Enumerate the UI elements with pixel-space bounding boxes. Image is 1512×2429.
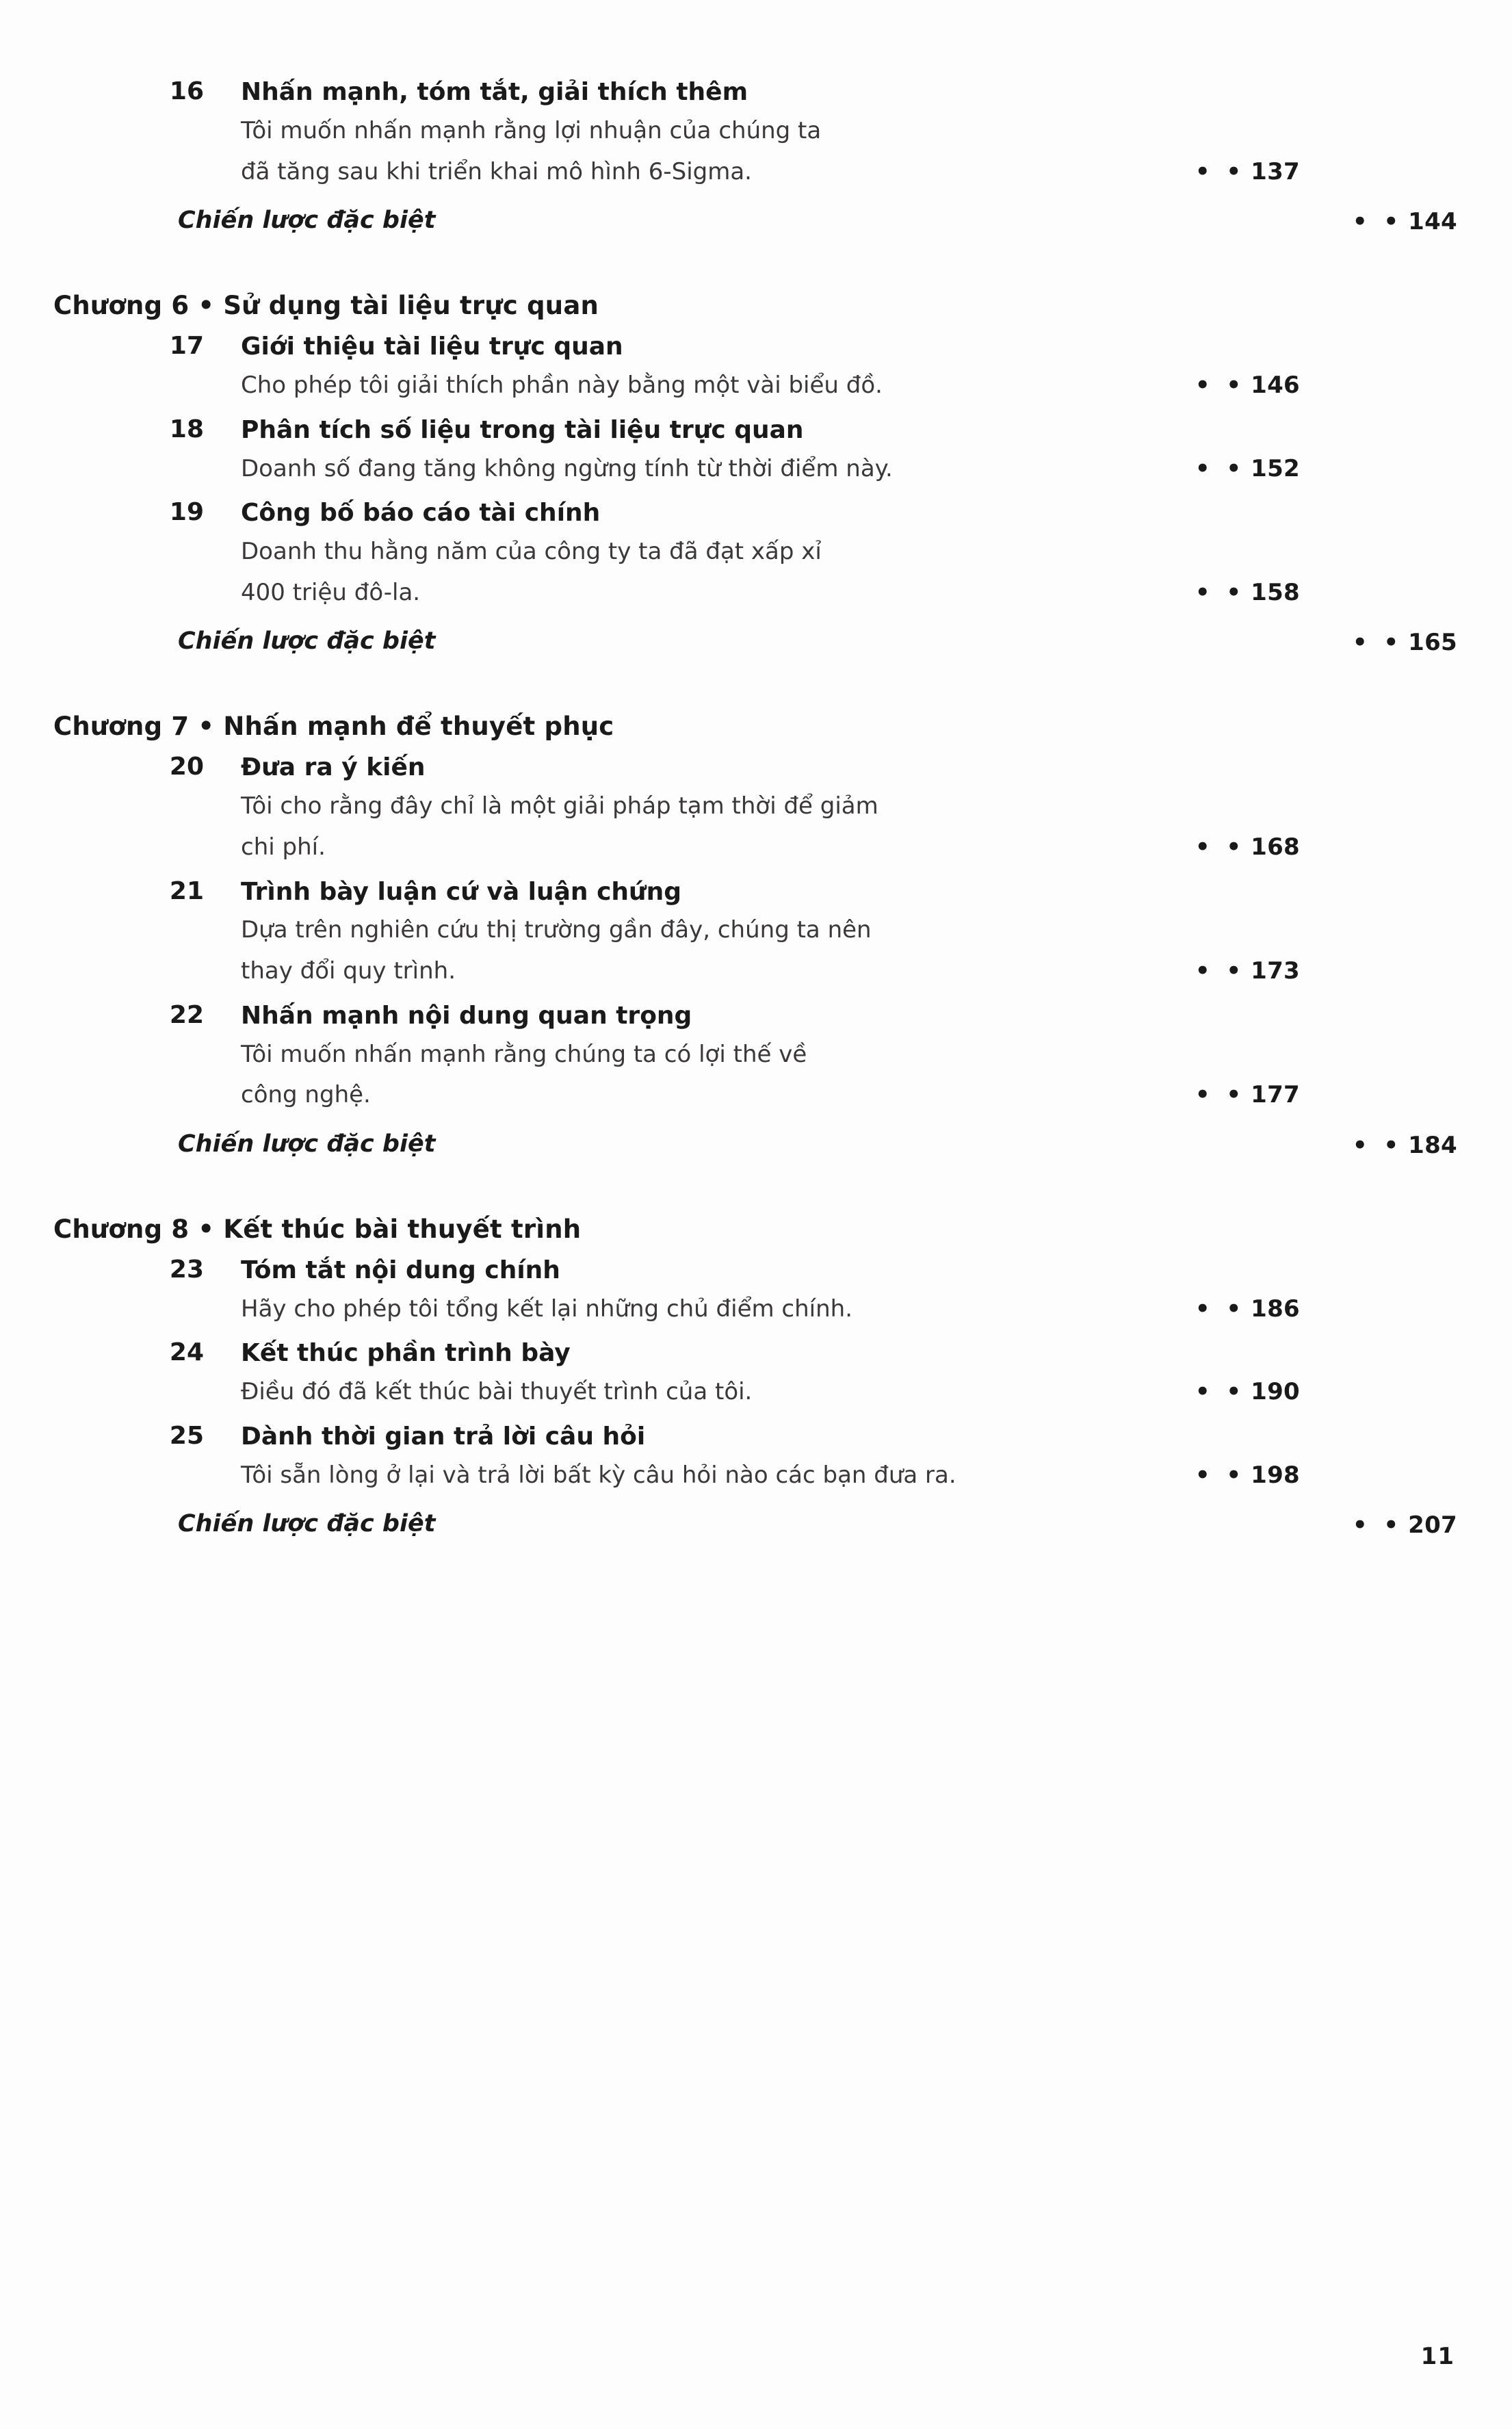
chapter-heading[interactable]: Chương 7 • Nhấn mạnh để thuyết phục — [53, 712, 614, 742]
entry-title[interactable]: Tóm tắt nội dung chính — [241, 1256, 560, 1284]
special-strategy-label: Chiến lược đặc biệt — [178, 1510, 436, 1538]
leader-dots: • • — [1195, 454, 1246, 482]
page-number — [1195, 1375, 1300, 1410]
entry-body — [164, 1256, 1355, 1327]
special-strategy-label: Chiến lược đặc biệt — [178, 1130, 436, 1158]
page-number-value: 158 — [1251, 578, 1300, 606]
entry-body — [164, 877, 1355, 989]
entry-description-line: Dựa trên nghiên cứu thị trường gần đây, chúng ta nên — [241, 916, 872, 944]
toc-entry[interactable] — [0, 1256, 1512, 1327]
leader-dots: • • — [1195, 1295, 1246, 1323]
chapter-heading-block — [0, 291, 1512, 321]
page-number-value: 168 — [1251, 833, 1300, 861]
entry-number: 23 — [169, 1255, 204, 1284]
page-number — [1195, 1078, 1300, 1113]
entry-body — [164, 415, 1355, 486]
page-number — [1195, 369, 1300, 403]
entry-title[interactable]: Dành thời gian trả lời câu hỏi — [241, 1422, 646, 1451]
page-number — [1195, 954, 1300, 989]
entry-number: 16 — [169, 77, 204, 105]
entry-number: 24 — [169, 1338, 204, 1367]
page-number-value: 152 — [1251, 454, 1300, 482]
entry-body — [164, 753, 1355, 864]
entry-description-line: Tôi muốn nhấn mạnh rằng lợi nhuận của chúng ta — [241, 116, 822, 144]
entry-body — [164, 332, 1355, 403]
entry-body — [164, 77, 1355, 189]
page-number-value: 165 — [1408, 629, 1457, 657]
entry-number: 19 — [169, 498, 204, 527]
entry-title[interactable]: Giới thiệu tài liệu trực quan — [241, 333, 623, 361]
entry-description-line: chi phí. • • 168 — [241, 831, 1151, 865]
entry-number: 18 — [169, 415, 204, 443]
page-number-value: 198 — [1251, 1461, 1300, 1489]
special-strategy-label: Chiến lược đặc biệt — [178, 627, 436, 655]
entry-body — [164, 498, 1355, 610]
entry-body — [164, 1422, 1355, 1493]
leader-dots: • • — [1195, 578, 1246, 606]
entry-number: 20 — [169, 753, 204, 781]
entry-title[interactable]: Trình bày luận cứ và luận chứng — [241, 877, 682, 906]
entry-body — [164, 1338, 1355, 1410]
entry-number: 21 — [169, 876, 204, 905]
entry-description-line: Cho phép tôi giải thích phần này bằng một vài biểu đồ. • • 146 — [241, 369, 1151, 403]
entry-number: 25 — [169, 1421, 204, 1450]
page-number-value: 144 — [1408, 208, 1457, 236]
toc-entry[interactable] — [0, 415, 1512, 486]
page-number-value: 146 — [1251, 372, 1300, 400]
chapter-heading[interactable]: Chương 6 • Sử dụng tài liệu trực quan — [53, 291, 599, 321]
page-number-value: 184 — [1408, 1131, 1457, 1159]
entry-description-line: Doanh thu hằng năm của công ty ta đã đạt xấp xỉ — [241, 538, 822, 566]
page-folio: 11 — [1420, 2343, 1455, 2370]
leader-dots: • • — [1195, 1081, 1246, 1109]
leader-dots: • • — [1352, 1511, 1403, 1540]
leader-dots: • • — [1195, 1461, 1246, 1489]
page-number — [1195, 576, 1300, 610]
page-number-value: 190 — [1251, 1378, 1300, 1406]
chapter-heading[interactable]: Chương 8 • Kết thúc bài thuyết trình — [53, 1214, 582, 1244]
toc-entry[interactable] — [0, 1338, 1512, 1410]
page-number-value: 177 — [1251, 1081, 1300, 1109]
entry-number: 17 — [169, 332, 204, 361]
entry-description-line: Hãy cho phép tôi tổng kết lại những chủ điểm chính. • • 186 — [241, 1293, 1151, 1327]
page-number — [1353, 1511, 1457, 1539]
special-strategy-row[interactable] — [0, 1130, 1512, 1163]
page-number-value: 173 — [1251, 957, 1300, 985]
toc-entry[interactable] — [0, 1001, 1512, 1113]
entry-title[interactable]: Công bố báo cáo tài chính — [241, 499, 601, 528]
entry-description-line: 400 triệu đô-la. • • 158 — [241, 576, 1151, 610]
leader-dots: • • — [1195, 957, 1246, 985]
page-number-value: 207 — [1408, 1511, 1457, 1540]
entry-description-line: Tôi sẵn lòng ở lại và trả lời bất kỳ câu hỏi nào các bạn đưa ra. • • 198 — [241, 1459, 1151, 1493]
page-number — [1195, 1459, 1300, 1493]
special-strategy-row[interactable] — [0, 1510, 1512, 1543]
chapter-heading-block — [0, 712, 1512, 742]
page-number — [1195, 155, 1300, 190]
special-strategy-label: Chiến lược đặc biệt — [178, 207, 436, 235]
entry-description-line: Doanh số đang tăng không ngừng tính từ thời điểm này. • • 152 — [241, 452, 1151, 486]
entry-title[interactable]: Kết thúc phần trình bày — [241, 1339, 571, 1368]
entry-description-line: đã tăng sau khi triển khai mô hình 6-Sigma. • • 137 — [241, 155, 1151, 190]
leader-dots: • • — [1195, 1378, 1246, 1406]
leader-dots: • • — [1195, 372, 1246, 400]
page-number — [1195, 452, 1300, 486]
entry-title[interactable]: Phân tích số liệu trong tài liệu trực quan — [241, 415, 804, 444]
leader-dots: • • — [1195, 833, 1246, 861]
page-number-value: 137 — [1251, 157, 1300, 185]
entry-description-line: Tôi muốn nhấn mạnh rằng chúng ta có lợi thế về — [241, 1040, 807, 1068]
page-number — [1195, 1293, 1300, 1327]
page-number — [1195, 831, 1300, 865]
entry-description-line: thay đổi quy trình. • • 173 — [241, 954, 1151, 989]
leader-dots: • • — [1195, 157, 1246, 185]
toc-entry[interactable] — [0, 498, 1512, 610]
entry-title[interactable]: Nhấn mạnh, tóm tắt, giải thích thêm — [241, 78, 748, 106]
leader-dots: • • — [1352, 629, 1403, 657]
entry-body — [164, 1001, 1355, 1113]
leader-dots: • • — [1352, 208, 1403, 236]
entry-description-line: công nghệ. • • 177 — [241, 1078, 1151, 1113]
toc-entry[interactable] — [0, 1422, 1512, 1493]
page-number — [1353, 208, 1457, 235]
toc-entry[interactable] — [0, 877, 1512, 989]
toc-content — [0, 65, 1512, 1543]
leader-dots: • • — [1352, 1131, 1403, 1159]
special-strategy-row[interactable] — [0, 627, 1512, 660]
toc-entry[interactable] — [0, 332, 1512, 403]
toc-entry[interactable] — [0, 753, 1512, 864]
entry-description-line: Điều đó đã kết thúc bài thuyết trình của tôi. • • 190 — [241, 1375, 1151, 1410]
page-number-value: 186 — [1251, 1295, 1300, 1323]
special-strategy-row[interactable] — [0, 207, 1512, 239]
entry-title[interactable]: Đưa ra ý kiến — [241, 753, 426, 782]
page-number — [1353, 629, 1457, 656]
entry-title[interactable]: Nhấn mạnh nội dung quan trọng — [241, 1001, 692, 1030]
toc-entry[interactable] — [0, 77, 1512, 189]
entry-number: 22 — [169, 1000, 204, 1029]
entry-description-line: Tôi cho rằng đây chỉ là một giải pháp tạm thời để giảm — [241, 792, 878, 820]
page-number — [1353, 1132, 1457, 1159]
chapter-heading-block — [0, 1214, 1512, 1244]
